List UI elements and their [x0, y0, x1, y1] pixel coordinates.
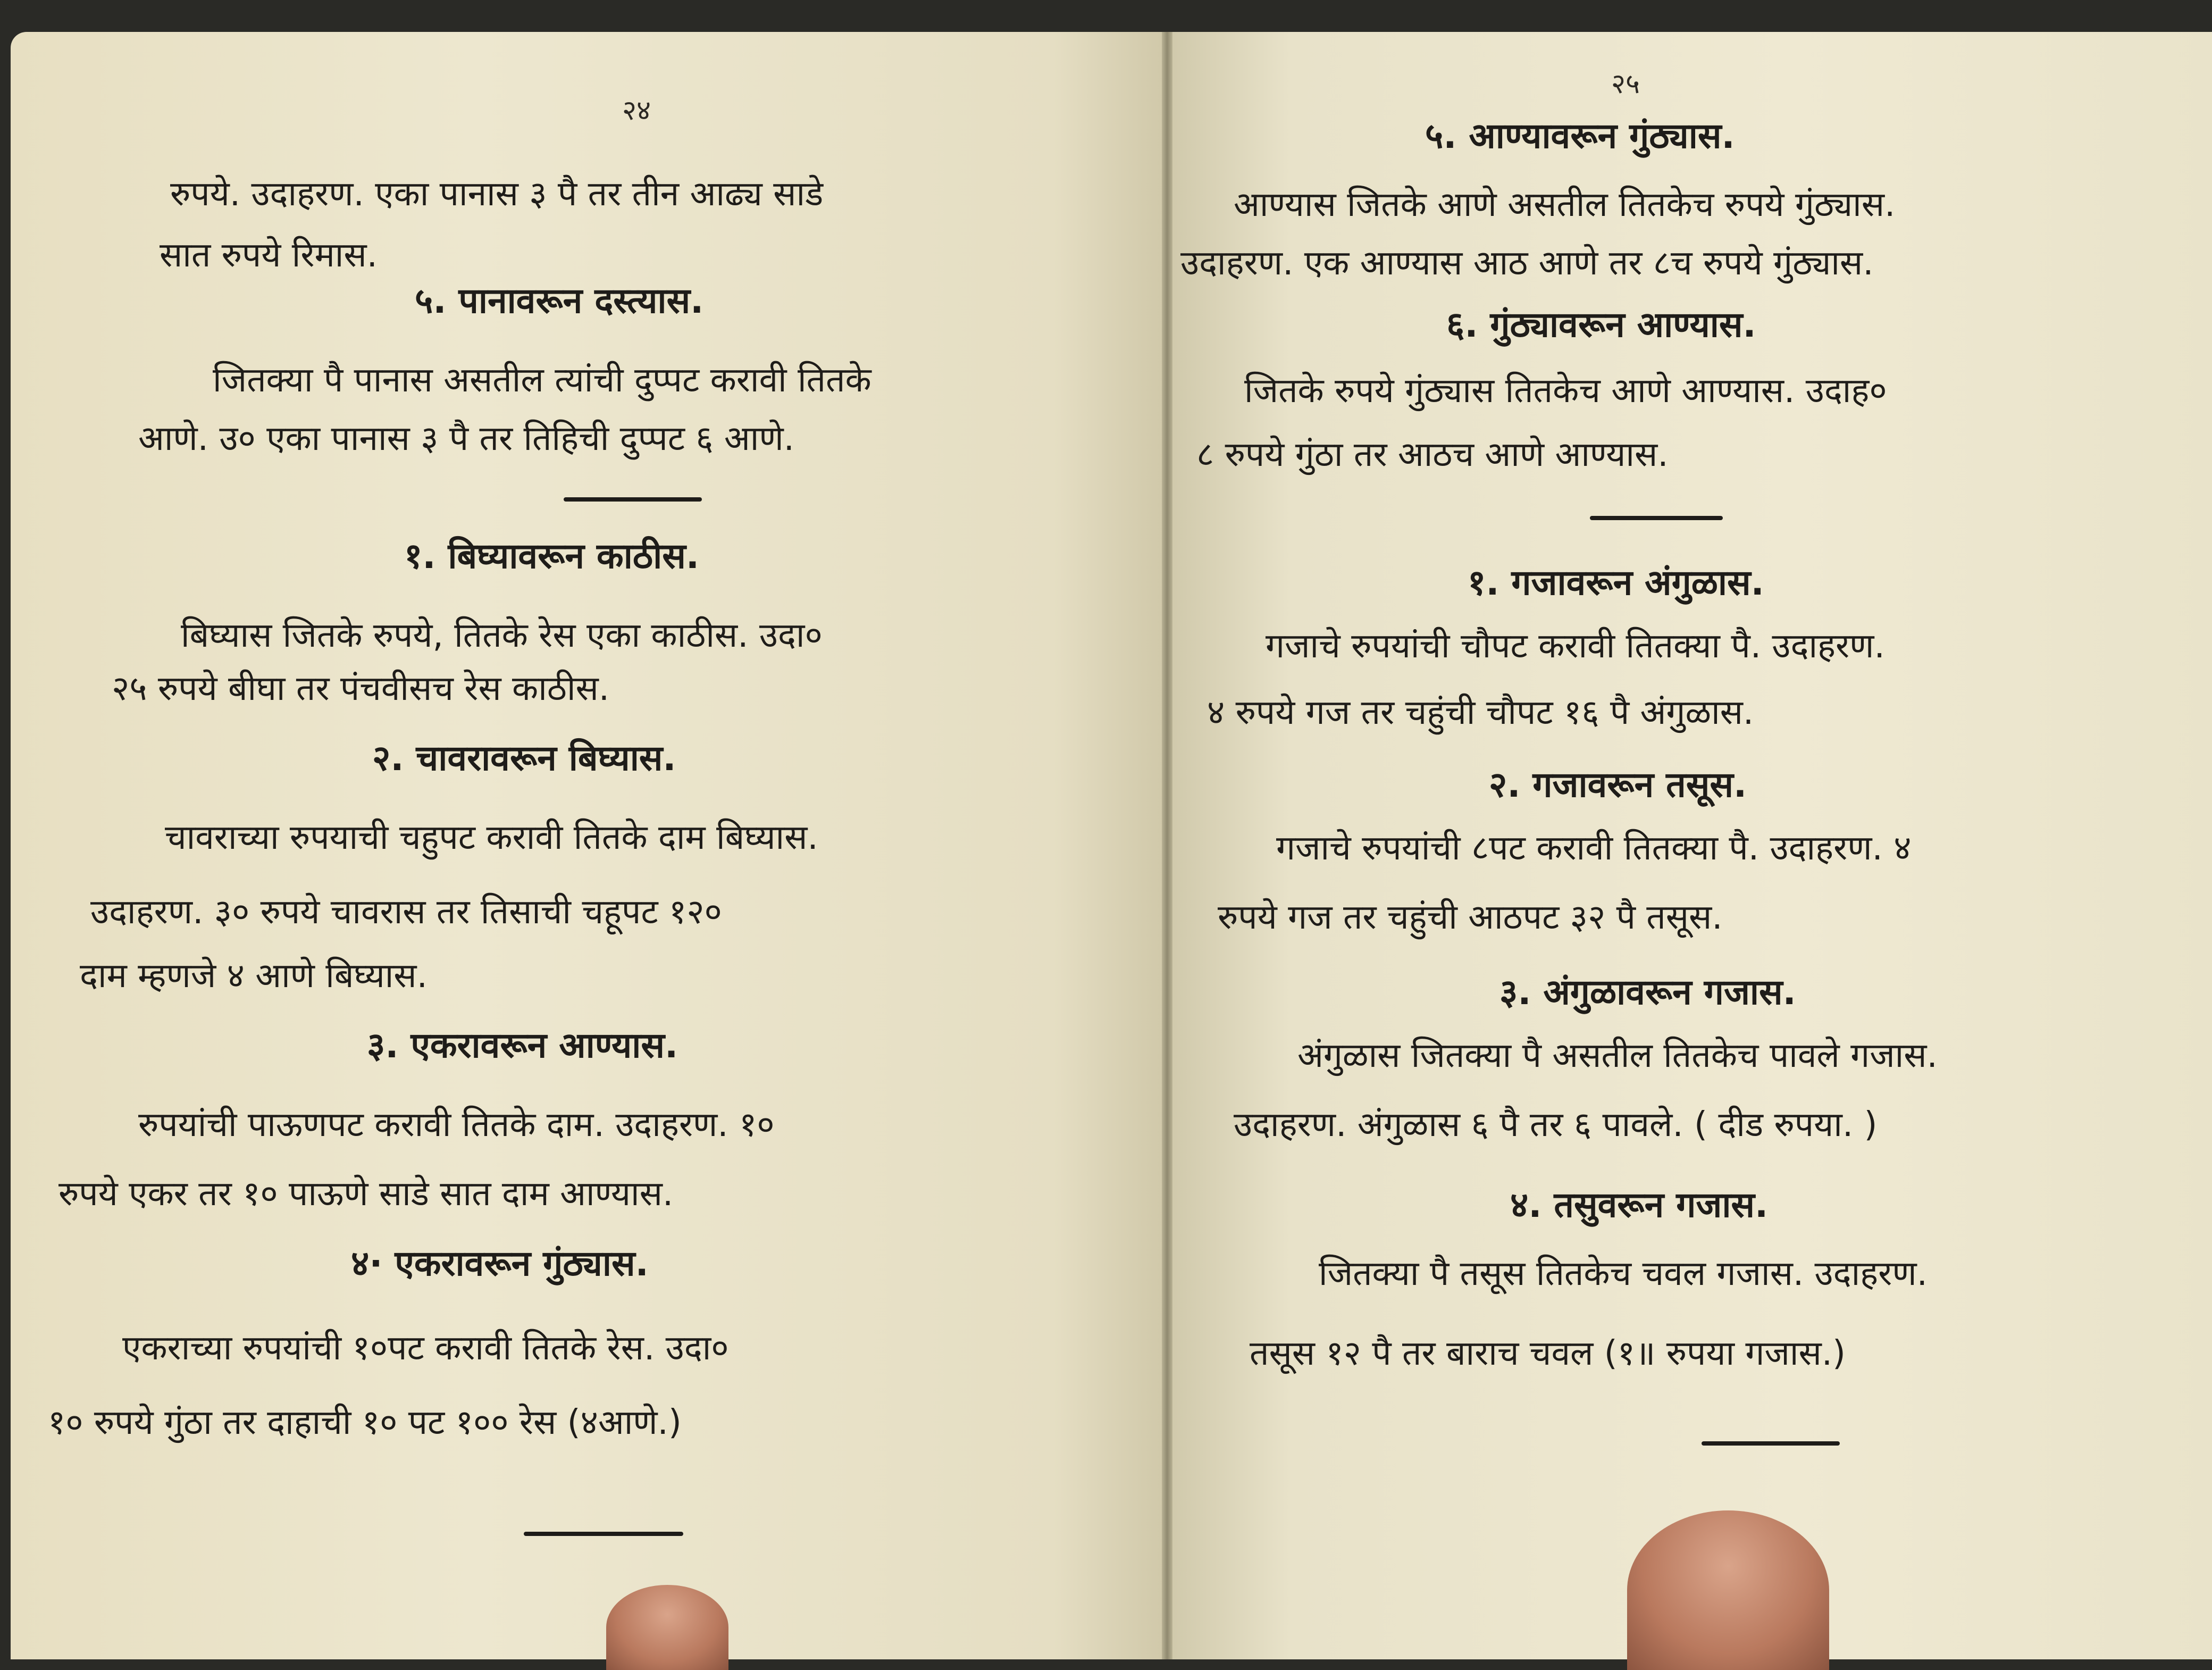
right-page-number: २५: [1611, 68, 1640, 100]
left-line-11: उदाहरण. ३० रुपये चावरास तर तिसाची चहूपट १२०: [90, 892, 722, 932]
thumb-right: [1627, 1510, 1829, 1670]
finger-left: [606, 1585, 728, 1670]
left-line-5: आणे. उ० एका पानास ३ पै तर तिहिची दुप्पट ६ आणे.: [138, 419, 794, 458]
section-divider: [1590, 516, 1723, 520]
right-line-5: जितके रुपये गुंठ्यास तितकेच आणे आण्यास. उदाह०: [1244, 371, 1887, 411]
left-heading-3: ३. एकरावरून आण्यास.: [367, 1025, 678, 1066]
right-line-17: जितक्या पै तसूस तितकेच चवल गजास. उदाहरण.: [1319, 1254, 1928, 1293]
left-line-12: दाम म्हणजे ४ आणे बिघ्यास.: [80, 956, 428, 996]
left-page-number: २४: [622, 95, 651, 127]
right-line-9: ४ रुपये गज तर चहुंची चौपट १६ पै अंगुळास.: [1207, 693, 1754, 732]
left-heading-4: ४· एकरावरून गुंठ्यास.: [351, 1243, 649, 1284]
right-line-8: गजाचे रुपयांची चौपट करावी तितक्या पै. उदाहरण.: [1266, 627, 1885, 666]
right-line-12: रुपये गज तर चहुंची आठपट ३२ पै तसूस.: [1218, 898, 1723, 937]
left-line-8: २५ रुपये बीघा तर पंचवीसच रेस काठीस.: [112, 669, 610, 708]
left-line-18: १० रुपये गुंठा तर दाहाची १० पट १०० रेस (४आणे.): [48, 1403, 682, 1442]
right-line-18: तसूस १२ पै तर बाराच चवल (१॥ रुपया गजास.): [1250, 1334, 1846, 1373]
right-line-15: उदाहरण. अंगुळास ६ पै तर ६ पावले. ( दीड रुपया. ): [1234, 1105, 1878, 1145]
right-heading-4: ४. तसुवरून गजास.: [1510, 1184, 1769, 1225]
section-divider: [564, 497, 702, 502]
right-line-11: गजाचे रुपयांची ८पट करावी तितक्या पै. उदाहरण. ४: [1276, 829, 1912, 868]
left-line-2: सात रुपये रिमास.: [160, 236, 378, 275]
end-divider-right: [1702, 1441, 1840, 1446]
end-divider-left: [524, 1532, 683, 1536]
right-line-2: आण्यास जितके आणे असतील तितकेच रुपये गुंठ्यास.: [1234, 185, 1896, 224]
right-line-6: ८ रुपये गुंठा तर आठच आणे आण्यास.: [1196, 435, 1669, 474]
left-heading-1: १. बिघ्यावरून काठीस.: [404, 536, 699, 577]
right-heading-3: ३. अंगुळावरून गजास.: [1499, 972, 1796, 1013]
left-line-10: चावराच्या रुपयाची चहुपट करावी तितके दाम बिघ्यास.: [165, 818, 818, 857]
right-heading-1: १. गजावरून अंगुळास.: [1468, 562, 1764, 603]
left-line-14: रुपयांची पाऊणपट करावी तितके दाम. उदाहरण. १०: [138, 1105, 775, 1145]
left-heading-2: २. चावरावरून बिघ्यास.: [372, 738, 676, 779]
left-line-7: बिघ्यास जितके रुपये, तितके रेस एका काठीस. उदा०: [181, 616, 823, 655]
right-heading-2: २. गजावरून तसूस.: [1489, 764, 1747, 805]
right-heading-5: ५. आण्यावरून गुंठ्यास.: [1425, 115, 1735, 156]
right-heading-6: ६. गुंठ्यावरून आण्यास.: [1446, 304, 1756, 345]
right-line-3: उदाहरण. एक आण्यास आठ आणे तर ८च रुपये गुंठ्यास.: [1180, 244, 1874, 283]
left-heading-5: ५. पानावरून दस्त्यास.: [415, 280, 704, 321]
book-gutter: [1162, 32, 1172, 1659]
left-line-17: एकराच्या रुपयांची १०पट करावी तितके रेस. उदा०: [122, 1329, 729, 1368]
left-line-15: रुपये एकर तर १० पाऊणे साडे सात दाम आण्यास.: [58, 1174, 674, 1214]
left-line-1: रुपये. उदाहरण. एका पानास ३ पै तर तीन आढ्य साडे: [170, 174, 824, 214]
left-line-4: जितक्या पै पानास असतील त्यांची दुप्पट करावी तितके: [213, 361, 872, 400]
right-line-14: अंगुळास जितक्या पै असतील तितकेच पावले गजास.: [1297, 1036, 1938, 1075]
